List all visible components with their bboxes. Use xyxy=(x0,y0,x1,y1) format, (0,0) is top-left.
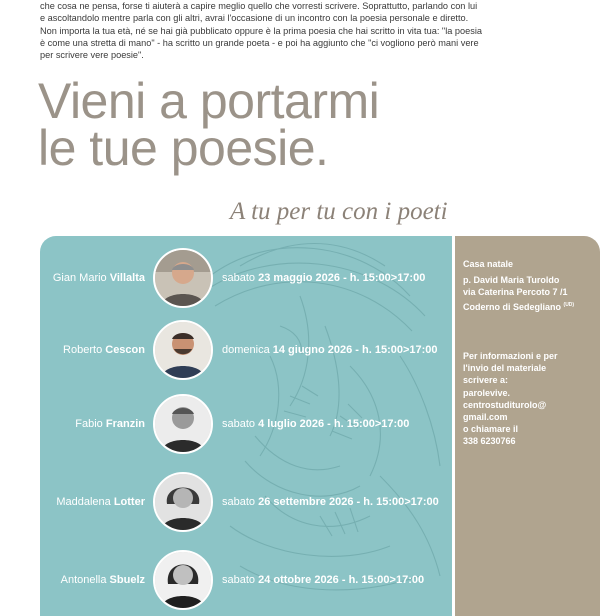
phone-number[interactable]: 338 6230766 xyxy=(463,436,516,447)
venue-town: Coderno di Sedegliano xyxy=(463,301,562,312)
venue-line: Casa natale xyxy=(463,259,514,269)
event-weekday: sabato xyxy=(222,496,256,508)
poet-first-name: Roberto xyxy=(63,344,103,356)
poet-name xyxy=(56,496,145,508)
poet-photo xyxy=(153,248,213,308)
page-title xyxy=(38,73,380,176)
page-subtitle: A tu per tu con i poeti xyxy=(230,198,448,225)
venue-province: (UD) xyxy=(563,301,575,308)
poet-surname: Cescon xyxy=(105,344,145,356)
event-day: 26 settembre 2026 - h. 15:00>17:00 xyxy=(258,496,439,508)
contact-line: Per informazioni e per xyxy=(463,351,558,361)
venue-line xyxy=(463,299,574,313)
poet-first-name: Antonella xyxy=(60,574,107,586)
event-weekday: sabato xyxy=(222,272,256,284)
event-weekday: sabato xyxy=(222,418,256,430)
intro-line: Non importa la tua età, né se hai già pubblicato oppure è la prima poesia che hai scritto in vita tua: "la poesia xyxy=(40,25,482,36)
intro-paragraph xyxy=(40,0,480,61)
poet-name xyxy=(53,272,145,284)
event-weekday: domenica xyxy=(222,344,270,356)
poet-name xyxy=(75,418,145,430)
poet-first-name: Gian Mario xyxy=(52,272,107,284)
poet-photo xyxy=(153,472,213,532)
poet-name xyxy=(61,574,145,586)
event-day: 4 luglio 2026 - h. 15:00>17:00 xyxy=(258,418,410,430)
contact-line: o chiamare il xyxy=(463,424,519,435)
poet-surname: Villalta xyxy=(109,272,145,284)
poet-surname: Lotter xyxy=(113,496,145,508)
venue-line: via Caterina Percoto 7 /1 xyxy=(463,287,568,298)
email-line[interactable]: gmail.com xyxy=(463,412,508,423)
event-date xyxy=(222,496,439,508)
poet-name xyxy=(63,344,145,356)
event-weekday: sabato xyxy=(222,574,256,586)
venue-address xyxy=(463,258,574,313)
intro-line: e ascoltandolo mentre parla con gli altri, avrai l'occasione di un incontro con la poesia personale e diretto. xyxy=(40,13,469,24)
intro-line: che cosa ne pensa, forse ti aiuterà a capire meglio quello che vorresti scrivere. Soprattutto, parlando con lui xyxy=(40,1,478,11)
event-date xyxy=(222,574,424,586)
intro-line: è come una stretta di mano" - ha scritto un grande poeta - e poi ha aggiunto che "ci vogliono però mani vere xyxy=(40,37,479,48)
title-line-2: le tue poesie. xyxy=(38,120,329,176)
email-line[interactable]: centrostuditurolo@ xyxy=(463,399,547,410)
intro-line: per scrivere vere poesie". xyxy=(40,50,144,61)
event-day: 23 maggio 2026 - h. 15:00>17:00 xyxy=(258,272,426,284)
venue-line: p. David Maria Turoldo xyxy=(463,275,560,286)
info-column xyxy=(455,236,600,616)
event-date xyxy=(222,272,425,284)
email-line[interactable]: parolevive. xyxy=(463,387,511,398)
event-date xyxy=(222,344,438,356)
poet-photo xyxy=(153,320,213,380)
poet-first-name: Maddalena xyxy=(56,496,111,508)
event-day: 14 giugno 2026 - h. 15:00>17:00 xyxy=(272,344,438,356)
event-day: 24 ottobre 2026 - h. 15:00>17:00 xyxy=(258,574,425,586)
event-date xyxy=(222,418,409,430)
title-line-1: Vieni a portarmi xyxy=(38,73,380,129)
contact-info xyxy=(463,350,558,448)
contact-line: l'invio del materiale xyxy=(463,363,547,374)
poet-first-name: Fabio xyxy=(75,418,103,430)
contact-line: scrivere a: xyxy=(463,375,509,386)
poet-surname: Sbuelz xyxy=(109,574,145,586)
poet-photo xyxy=(153,550,213,610)
poet-photo xyxy=(153,394,213,454)
poet-surname: Franzin xyxy=(105,418,145,430)
